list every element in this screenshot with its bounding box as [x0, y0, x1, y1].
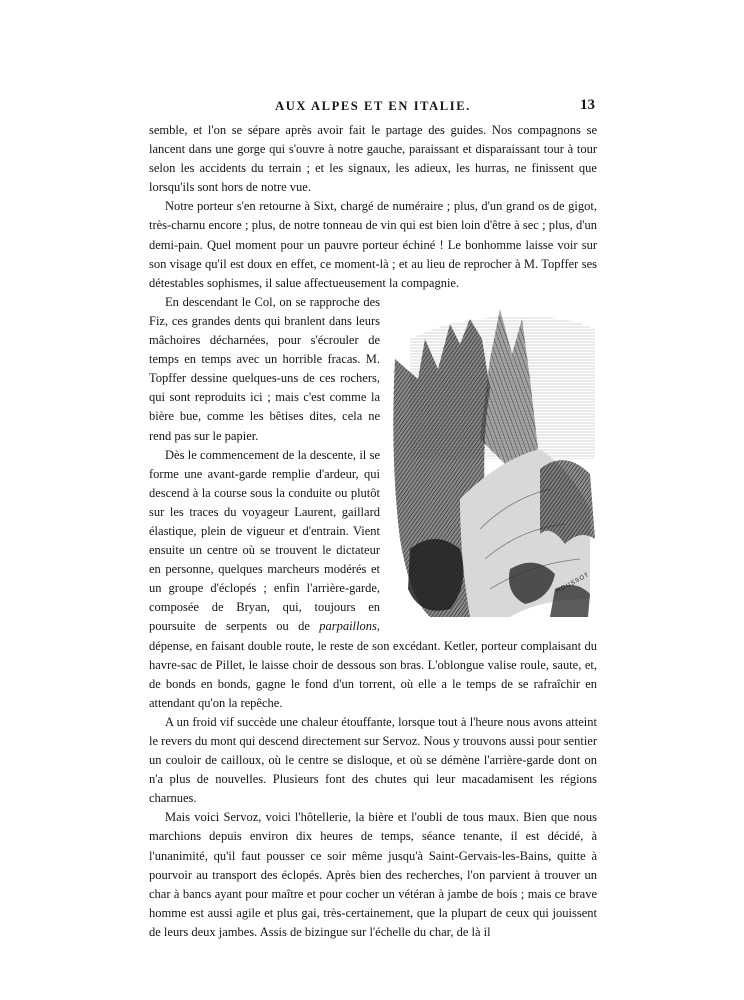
page-number: 13	[580, 97, 595, 113]
running-title: AUX ALPES ET EN ITALIE.	[275, 99, 471, 113]
paragraph-text: En descendant le Col, on se rapproche des Fiz, ces grandes dents qui branlent dans leurs mâchoires décharnées, pour s'écrouler de temps en temps avec un horrible fracas. M. Topffer dessine quelques-uns de ces rochers, qui sont reproduits ici ; mais c'est comme la bière bue, comme les bêtises dites, cela ne rend pas sur le papier.	[149, 294, 380, 443]
engraving-illustration	[390, 299, 597, 617]
paragraph: Notre porteur s'en retourne à Sixt, chargé de numéraire ; plus, d'un grand os de gigot, très-charnu encore ; plus, de notre tonneau de vin qui est bien loin d'être à sec ; plus, d'un demi-pain. Quel moment pour un pauvre porteur échiné ! Le bonhomme laisse voir sur son visage qu'il est doux en effet, ce moment-là ; et au lieu de reprocher à M. Topffer ses détestables sophismes, il salue affectueusement la compagnie.	[149, 199, 597, 290]
page-header	[149, 99, 597, 117]
paragraph-text-part: Dès le commencement de la descente, il se forme une avant-garde remplie d'ardeur, qui descend à la course sous la conduite ou plutôt sur les traces du voyageur Laurent, gaillard élastique, plein de vigueur et d'entrain. Vient ensuite un centre où se trouvent le dictateur en personne, quelques marcheurs modérés et un groupe d'éclopés ; enfin l'arrière-garde, composée de Bryan, qui, toujours en poursuite de serpents ou de parpaillons, dépense, en faisant double route, le reste de son excédant. Ketler, porteur complaisant du havre-sac de Pillet, le laisse choir de dessous son bras. L'oblongue valise roule, saute, et, de bonds en bonds, gagne le fond d'un torrent, où elle a le temps de se rafraîchir en attendant qu'on la repêche.	[149, 447, 597, 710]
paragraph: Mais voici Servoz, voici l'hôtellerie, la bière et l'oubli de tous maux. Bien que nous marchions depuis environ dix heures de temps, séance tenante, il est décidé, à l'unanimité, qu'il faut pousser ce soir même jusqu'à Saint-Gervais-les-Bains, quitte à pourvoir au transport des éclopés. Après bien des recherches, l'on parvient à trouver un char à bancs ayant pour maître et pour cocher un vétéran à jambe de bois ; mais ce brave homme est aussi agile et plus gai, très-certainement, que la plupart de ceux qui jouissent de leurs deux jambes. Assis de bizingue sur l'échelle du char, de là il	[149, 810, 597, 939]
engraver-signature: HOUSSOT	[555, 571, 592, 595]
paragraph: semble, et l'on se sépare après avoir fait le partage des guides. Nos compagnons se lancent dans une gorge qui s'ouvre à notre gauche, paraissant et disparaissant tour à tour selon les accidents du terrain ; et les signaux, les adieux, les hurras, ne finissent que lorsqu'ils sont hors de notre vue.	[149, 123, 597, 195]
paragraph: A un froid vif succède une chaleur étouffante, lorsque tout à l'heure nous avons atteint le revers du mont qui descend directement sur Servoz. Nous y trouvons aussi pour sentier un couloir de cailloux, où le centre se disloque, et où se démène l'arrière-garde dont on n'a plus de nouvelles. Plusieurs font des chutes qui leur macadamisent les régions charnues.	[149, 714, 597, 806]
engraving-rocky-peaks	[390, 299, 597, 617]
body-text	[149, 121, 597, 942]
